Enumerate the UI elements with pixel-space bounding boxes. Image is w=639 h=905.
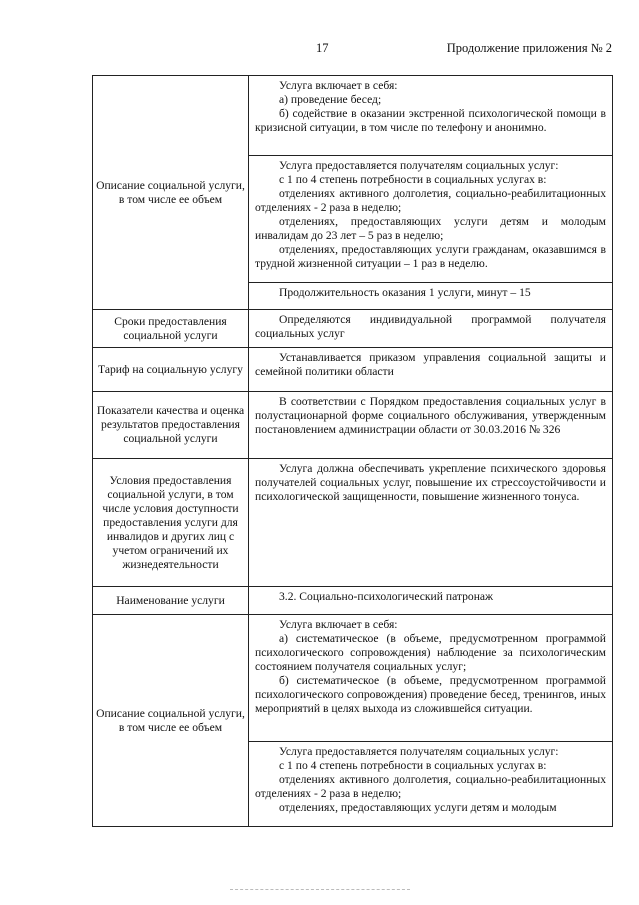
content-block	[249, 348, 612, 384]
table-row	[93, 587, 613, 615]
content-line: 3.2. Социально-психологический патронаж	[279, 590, 494, 603]
content-line: отделениях активного долголетия, социально-реабилитационных отделениях - 2 раза в неделю;	[255, 187, 606, 214]
table-row	[93, 459, 613, 587]
content-line: б) систематическое (в объеме, предусмотренном программой психологического сопровождения) проведение бесед, тренингов, иных мероприятий в целях выхода из сложившейся ситуации.	[255, 674, 606, 715]
content-line: отделениях, предоставляющих услуги детям и молодым	[279, 801, 557, 814]
row-label: Тариф на социальную услугу	[93, 348, 249, 392]
row-content	[249, 76, 613, 310]
content-line: б) содействие в оказании экстренной психологической помощи в кризисной ситуации, в том числе по телефону и анонимно.	[255, 107, 606, 134]
content-block	[249, 282, 612, 309]
content-line: Продолжительность оказания 1 услуги, минут – 15	[279, 286, 531, 299]
table-row	[93, 392, 613, 459]
row-label: Описание социальной услуги, в том числе ее объем	[93, 615, 249, 827]
appendix-continuation-note: Продолжение приложения № 2	[446, 41, 612, 55]
page-number: 17	[316, 41, 329, 55]
content-line: Услуга включает в себя:	[279, 618, 398, 631]
row-label: Показатели качества и оценка результатов предоставления социальной услуги	[93, 392, 249, 459]
content-line: отделениях, предоставляющих услуги гражданам, оказавшимся в трудной жизненной ситуации – 1 раз в неделю.	[255, 243, 606, 270]
content-line: Определяются индивидуальной программой получателя социальных услуг	[255, 313, 606, 340]
scan-artifact-line	[230, 889, 410, 891]
content-line: отделениях активного долголетия, социально-реабилитационных отделениях - 2 раза в неделю;	[255, 773, 606, 800]
content-line: Устанавливается приказом управления социальной защиты и семейной политики области	[255, 351, 606, 378]
table-row	[93, 615, 613, 827]
row-label: Условия предоставления социальной услуги, в том числе условия доступности предоставления услуги для инвалидов и других лиц с учетом ограничений их жизнедеятельности	[93, 459, 249, 587]
row-label: Описание социальной услуги, в том числе ее объем	[93, 76, 249, 310]
content-line: Услуга должна обеспечивать укрепление психического здоровья получателей социальных услуг, повышение их стрессоустойчивости и психологической защищенности, повышение жизненного тонуса.	[255, 462, 606, 503]
content-line: Услуга предоставляется получателям социальных услуг:	[279, 159, 559, 172]
table-row	[93, 310, 613, 348]
content-block	[249, 741, 612, 826]
row-content	[249, 348, 613, 392]
table-row	[93, 348, 613, 392]
row-label: Наименование услуги	[93, 587, 249, 615]
content-block	[249, 310, 612, 346]
table-row	[93, 76, 613, 310]
content-line: а) систематическое (в объеме, предусмотренном программой психологического сопровождения) наблюдение за психологическим состоянием получателя социальных услуг;	[255, 632, 606, 673]
content-block	[249, 76, 612, 155]
content-line: с 1 по 4 степень потребности в социальных услугах в:	[279, 173, 547, 186]
row-content	[249, 587, 613, 615]
content-block	[249, 615, 612, 741]
row-content	[249, 392, 613, 459]
row-content	[249, 615, 613, 827]
content-block	[249, 459, 612, 509]
row-content	[249, 459, 613, 587]
content-block	[249, 155, 612, 282]
content-line: а) проведение бесед;	[279, 93, 382, 106]
row-label: Сроки предоставления социальной услуги	[93, 310, 249, 348]
services-table	[92, 75, 613, 827]
content-line: Услуга включает в себя:	[279, 79, 398, 92]
content-line: Услуга предоставляется получателям социальных услуг:	[279, 745, 559, 758]
content-block	[249, 587, 612, 609]
content-line: отделениях, предоставляющих услуги детям и молодым инвалидам до 23 лет – 5 раз в неделю;	[255, 215, 606, 242]
content-line: В соответствии с Порядком предоставления социальных услуг в полустационарной форме социального обслуживания, утвержденным постановлением администрации области от 30.03.2016 № 326	[255, 395, 606, 436]
content-line: с 1 по 4 степень потребности в социальных услугах в:	[279, 759, 547, 772]
content-block	[249, 392, 612, 442]
row-content	[249, 310, 613, 348]
